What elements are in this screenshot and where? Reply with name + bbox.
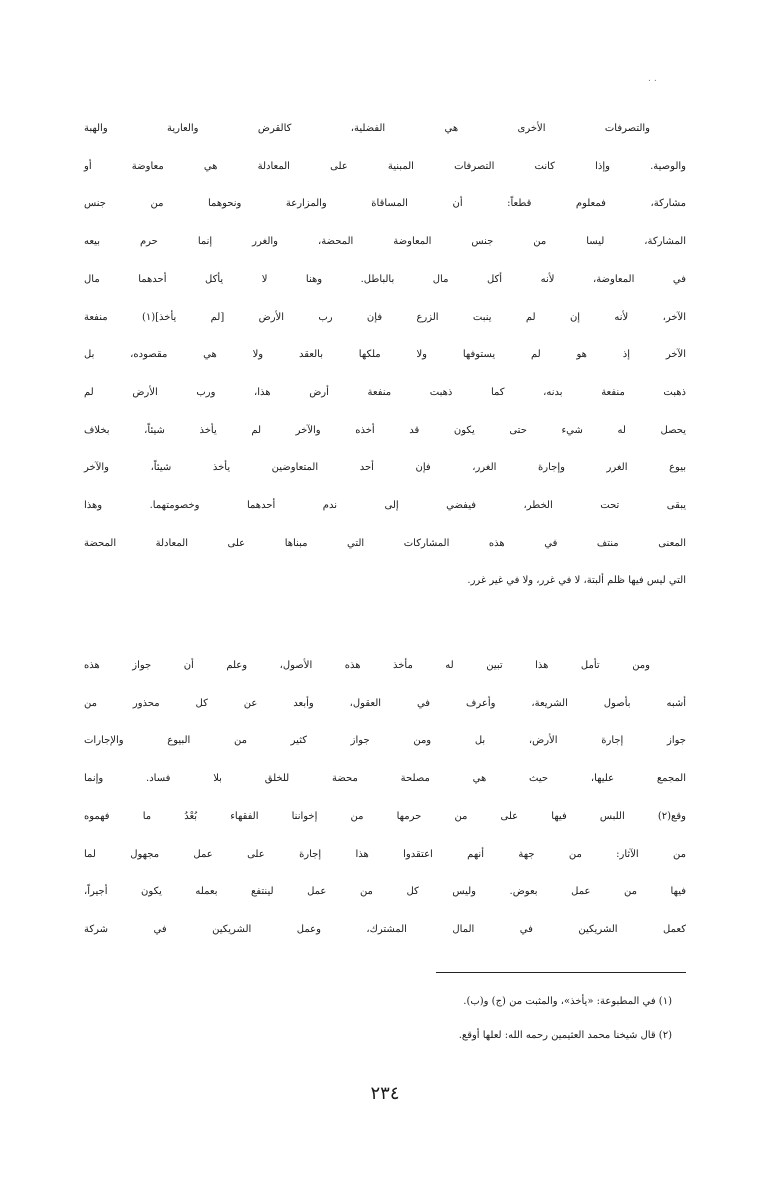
text-line: في المعاوضة، لأنه أكل مال بالباطل. وهنا لا يأكل أحدهما مال (84, 273, 686, 285)
text-line: من الآثار: من جهة أنهم اعتقدوا هذا إجارة على عمل مجهول لما (84, 848, 686, 860)
page-number: ٢٣٤ (370, 1083, 400, 1104)
text-line: التي ليس فيها ظلم ألبتة، لا في غرر، ولا في غير غرر. (467, 575, 686, 587)
text-line: ذهبت منفعة بدنه، كما ذهبت منفعة أرض هذا، ورب الأرض لم (84, 386, 686, 398)
text-line: بيوع الغرر وإجارة الغرر، فإن أحد المتعاوضين يأخذ شيئاً، والآخر (84, 462, 686, 474)
text-line: جواز إجارة الأرض، بل ومن جواز كثير من البيوع والإجارات (84, 735, 686, 747)
text-line: المشاركة، ليسا من جنس المعاوضة المحضة، والغرر إنما حرم بيعه (84, 236, 686, 248)
corner-mark: .. (648, 74, 660, 84)
text-line: فيها من عمل بعوض. وليس كل من عمل لينتفع بعمله يكون أجيراً، (84, 886, 686, 898)
text-line: يحصل له شيء حتى يكون قد أخذه والآخر لم يأخذ شيئاً، بخلاف (84, 424, 686, 436)
paragraph-1 (84, 110, 686, 600)
text-line: مشاركة، فمعلوم قطعاً: أن المساقاة والمزارعة ونحوهما من جنس (84, 198, 686, 210)
paragraph-2 (84, 647, 686, 949)
text-line: أشبه بأصول الشريعة، وأعرف في العقول، وأبعد عن كل محذور من (84, 697, 686, 709)
text-line: ومن تأمل هذا تبين له مأخذ هذه الأصول، وعلم أن جواز هذه (84, 660, 650, 671)
text-line: والوصية. وإذا كانت التصرفات المبنية على المعادلة هي معاوضة أو (84, 160, 686, 172)
footnote-2: (٢) قال شيخنا محمد العثيمين رحمه الله: لعلها أوقع. (458, 1030, 672, 1041)
footnotes (84, 985, 686, 1053)
text-line: وقع(٢) اللبس فيها على من حرمها من إخواننا الفقهاء بُعْدُ ما فهموه (84, 810, 686, 822)
text-line: يبقى تحت الخطر، فيفضي إلى ندم أحدهما وخصومتهما. وهذا (84, 500, 686, 512)
footnote-divider (436, 972, 686, 973)
text-line: كعمل الشريكين في المال المشترك، وعمل الشريكين في شركة (84, 923, 686, 935)
text-line: الآخر إذ هو لم يستوفها ولا ملكها بالعقد ولا هي مقصوده، بل (84, 349, 686, 361)
text-line: الآخر، لأنه إن لم ينبت الزرع فإن رب الأرض [لم يأخذ](١) منفعة (84, 311, 687, 323)
footnote-1: (١) في المطبوعة: «يأخذ»، والمثبت من (ج) و(ب). (463, 996, 672, 1007)
text-line: والتصرفات الأخرى هي الفضلية، كالقرض والعارية والهبة (84, 123, 650, 134)
text-line: المجمع عليها، حيث هي مصلحة محضة للخلق بلا فساد. وإنما (84, 773, 686, 785)
text-line: المعنى منتف في هذه المشاركات التي مبناها على المعادلة المحضة (84, 537, 686, 549)
